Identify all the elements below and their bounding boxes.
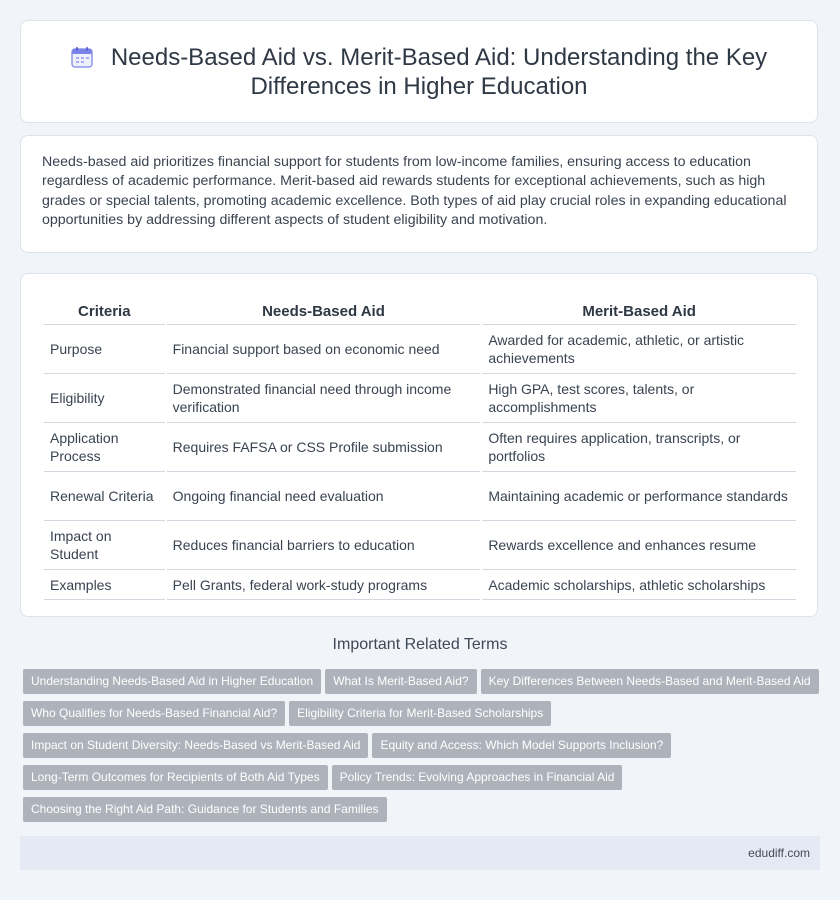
comparison-table-card bbox=[20, 273, 818, 617]
related-term-tag[interactable]: Long-Term Outcomes for Recipients of Both Aid Types bbox=[23, 765, 328, 790]
column-header-merit-based: Merit-Based Aid bbox=[482, 294, 796, 325]
related-terms-list bbox=[23, 669, 823, 829]
column-header-needs-based: Needs-Based Aid bbox=[167, 294, 481, 325]
header-card bbox=[20, 20, 818, 123]
footer-site-link[interactable]: edudiff.com bbox=[748, 846, 810, 860]
merit-based-cell: Academic scholarships, athletic scholarships bbox=[482, 570, 796, 600]
related-term-tag[interactable]: Eligibility Criteria for Merit-Based Scholarships bbox=[289, 701, 551, 726]
related-term-tag[interactable]: Equity and Access: Which Model Supports Inclusion? bbox=[372, 733, 671, 758]
table-row bbox=[44, 521, 796, 570]
related-term-tag[interactable]: Who Qualifies for Needs-Based Financial Aid? bbox=[23, 701, 285, 726]
table-header-row bbox=[44, 294, 796, 325]
needs-based-cell: Pell Grants, federal work-study programs bbox=[167, 570, 481, 600]
comparison-table bbox=[42, 294, 798, 600]
table-row bbox=[44, 374, 796, 423]
column-header-criteria: Criteria bbox=[44, 294, 165, 325]
related-term-tag[interactable]: Understanding Needs-Based Aid in Higher Education bbox=[23, 669, 321, 694]
criteria-cell: Renewal Criteria bbox=[44, 472, 165, 521]
criteria-cell: Impact on Student bbox=[44, 521, 165, 570]
merit-based-cell: Often requires application, transcripts, or portfolios bbox=[482, 423, 796, 472]
page-title: Needs-Based Aid vs. Merit-Based Aid: Understanding the Key Differences in Higher Education bbox=[110, 44, 768, 100]
table-row bbox=[44, 423, 796, 472]
page-title-wrap bbox=[51, 43, 787, 101]
needs-based-cell: Reduces financial barriers to education bbox=[167, 521, 481, 570]
merit-based-cell: High GPA, test scores, talents, or accomplishments bbox=[482, 374, 796, 423]
criteria-cell: Examples bbox=[44, 570, 165, 600]
criteria-cell: Purpose bbox=[44, 325, 165, 374]
related-term-tag[interactable]: What Is Merit-Based Aid? bbox=[325, 669, 476, 694]
merit-based-cell: Rewards excellence and enhances resume bbox=[482, 521, 796, 570]
needs-based-cell: Requires FAFSA or CSS Profile submission bbox=[167, 423, 481, 472]
needs-based-cell: Financial support based on economic need bbox=[167, 325, 481, 374]
related-terms-title: Important Related Terms bbox=[332, 636, 508, 653]
needs-based-cell: Ongoing financial need evaluation bbox=[167, 472, 481, 521]
criteria-cell: Application Process bbox=[44, 423, 165, 472]
table-row bbox=[44, 325, 796, 374]
criteria-cell: Eligibility bbox=[44, 374, 165, 423]
intro-card bbox=[20, 135, 818, 253]
related-term-tag[interactable]: Choosing the Right Aid Path: Guidance for Students and Families bbox=[23, 797, 387, 822]
related-term-tag[interactable]: Key Differences Between Needs-Based and Merit-Based Aid bbox=[481, 669, 819, 694]
merit-based-cell: Awarded for academic, athletic, or artistic achievements bbox=[482, 325, 796, 374]
merit-based-cell: Maintaining academic or performance standards bbox=[482, 472, 796, 521]
calendar-icon bbox=[71, 46, 93, 68]
footer bbox=[20, 836, 820, 870]
table-row bbox=[44, 472, 796, 521]
intro-paragraph: Needs-based aid prioritizes financial support for students from low-income families, ensuring access to education regardless of academic performance. Merit-based aid rewards students for exceptional achievements, such as high grades or special talents, promoting academic excellence. Both types of aid play crucial roles in expanding educational opportunities by addressing different aspects of student eligibility and motivation. bbox=[42, 154, 787, 229]
related-term-tag[interactable]: Impact on Student Diversity: Needs-Based vs Merit-Based Aid bbox=[23, 733, 368, 758]
table-row bbox=[44, 570, 796, 600]
related-term-tag[interactable]: Policy Trends: Evolving Approaches in Financial Aid bbox=[332, 765, 623, 790]
needs-based-cell: Demonstrated financial need through income verification bbox=[167, 374, 481, 423]
